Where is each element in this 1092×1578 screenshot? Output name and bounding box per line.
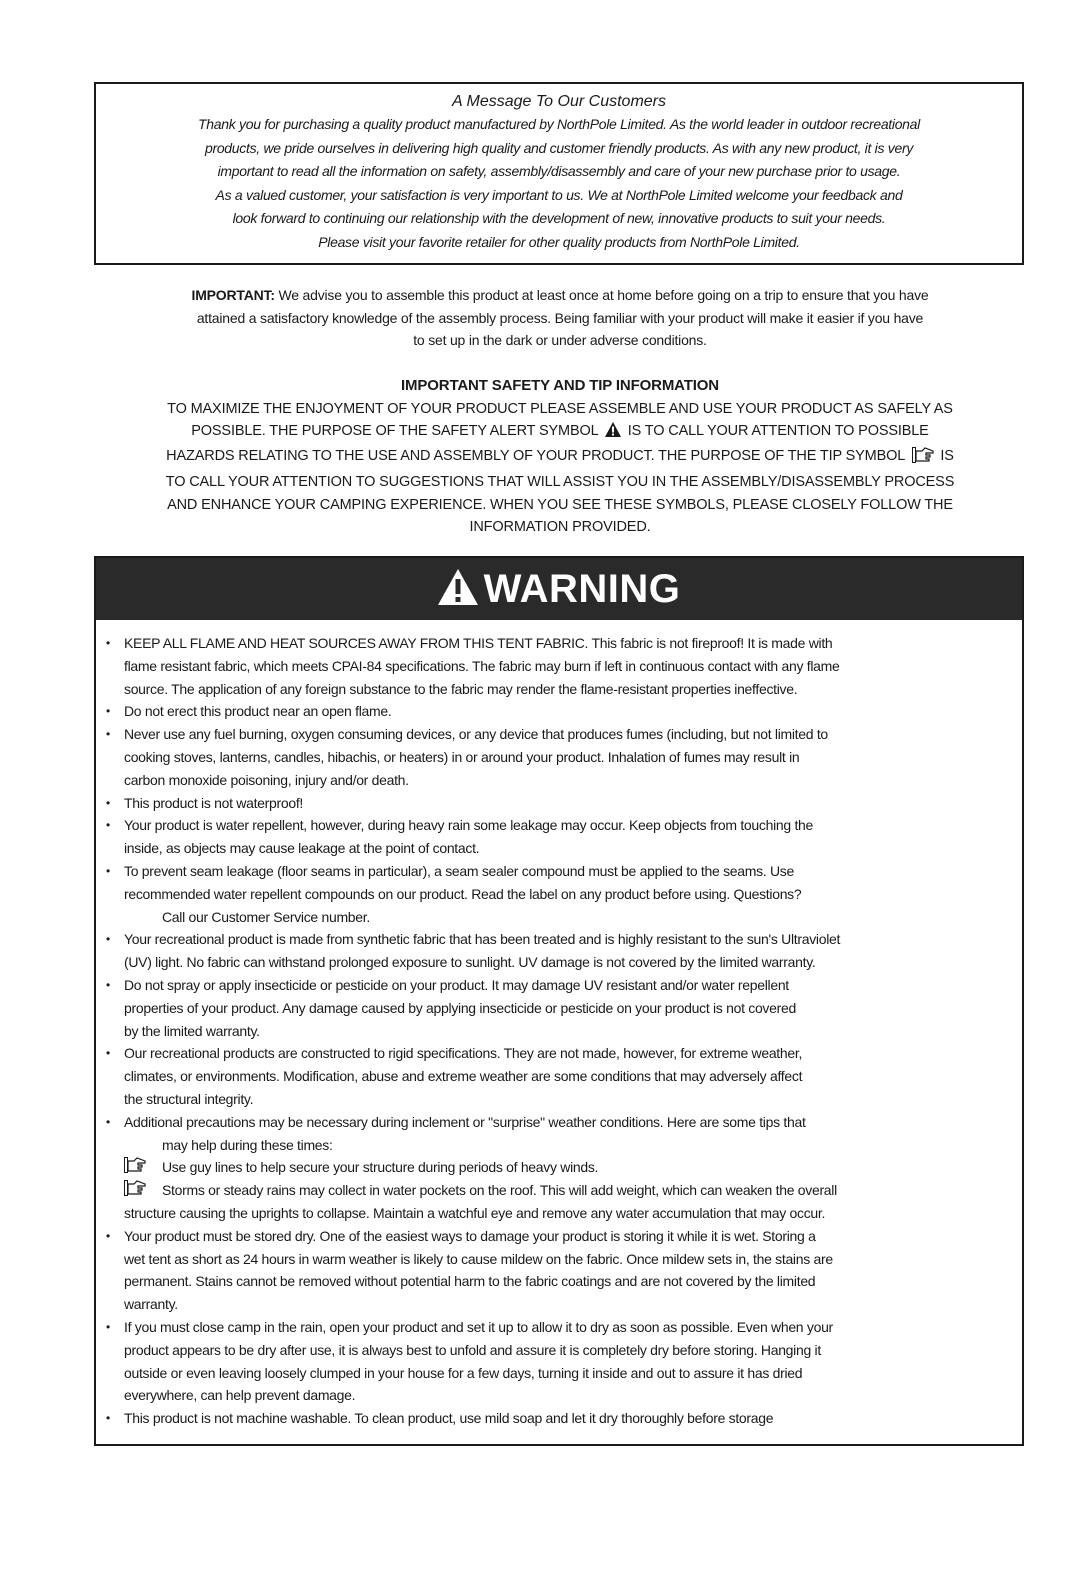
- warning-item: [104, 632, 1014, 700]
- bullet: •: [106, 932, 110, 947]
- warning-box: [94, 556, 1024, 1446]
- warning-item-text: warranty.: [124, 1296, 178, 1313]
- safety-tip-section: [98, 375, 1022, 539]
- warning-item: [104, 814, 1014, 860]
- warning-item-text: flame resistant fabric, which meets CPAI-84 specifications. The fabric may burn if left in continuous contact with any flame: [124, 657, 840, 674]
- pointing-hand-icon: [124, 1157, 146, 1180]
- tip-text: Storms or steady rains may collect in water pockets on the roof. This will add weight, which can weaken the overall: [162, 1182, 837, 1199]
- warning-item-text: outside or even leaving loosely clumped in your house for a few days, turning it inside and out to assure it has dried: [124, 1364, 803, 1381]
- message-line: important to read all the information on safety, assembly/disassembly and care of your new purchase prior to usage.: [217, 163, 901, 179]
- safety-text: IS: [940, 448, 954, 465]
- warning-item-text: Do not spray or apply insecticide or pesticide on your product. It may damage UV resistant and/or water repellent: [124, 976, 789, 993]
- important-text: We advise you to assemble this product at least once at home before going on a trip to ensure that you have: [274, 287, 929, 303]
- warning-item-text: the structural integrity.: [124, 1090, 254, 1107]
- warning-item-text: carbon monoxide poisoning, injury and/or death.: [124, 771, 409, 788]
- message-line: As a valued customer, your satisfaction is very important to us. We at NorthPole Limited welcome your feedback and: [215, 186, 903, 203]
- warning-item-text: inside, as objects may cause leakage at the point of contact.: [124, 840, 480, 857]
- safety-text: AND ENHANCE YOUR CAMPING EXPERIENCE. WHEN YOU SEE THESE SYMBOLS, PLEASE CLOSELY FOLLOW THE: [167, 496, 953, 513]
- tip-item: [104, 1156, 1014, 1179]
- warning-item-text: If you must close camp in the rain, open your product and set it up to allow it to dry as soon as possible. Even when your: [124, 1318, 833, 1335]
- safety-text: POSSIBLE. THE PURPOSE OF THE SAFETY ALERT SYMBOL: [191, 423, 598, 440]
- safety-text: HAZARDS RELATING TO THE USE AND ASSEMBLY OF YOUR PRODUCT. THE PURPOSE OF THE TIP SYMBOL: [166, 448, 905, 465]
- warning-item-text: Do not erect this product near an open flame.: [124, 703, 392, 720]
- warning-list: [104, 632, 1014, 1430]
- alert-triangle-icon: [438, 569, 478, 610]
- bullet: •: [106, 704, 110, 719]
- warning-item-text: Additional precautions may be necessary during inclement or "surprise" weather conditions. Here are some tips that: [124, 1113, 806, 1130]
- tip-item: [104, 1179, 1014, 1225]
- message-line: Please visit your favorite retailer for other quality products from NorthPole Limited.: [318, 233, 800, 250]
- bullet: •: [106, 863, 110, 878]
- bullet: •: [106, 727, 110, 742]
- warning-item: [104, 1316, 1014, 1407]
- warning-item: [104, 792, 1014, 815]
- bullet: •: [106, 1114, 110, 1129]
- message-title: A Message To Our Customers: [451, 93, 666, 110]
- pointing-hand-icon: [912, 447, 934, 471]
- message-line: Thank you for purchasing a quality product manufactured by NorthPole Limited. As the world leader in outdoor recreational: [198, 116, 920, 132]
- message-line: products, we pride ourselves in delivering high quality and customer friendly products. As with any new product, it is very: [204, 139, 914, 156]
- warning-item-text: This product is not machine washable. To clean product, use mild soap and let it dry thoroughly before storage: [124, 1410, 774, 1427]
- warning-item-text: everywhere, can help prevent damage.: [124, 1387, 356, 1404]
- warning-item-text: wet tent as short as 24 hours in warm weather is likely to cause mildew on the fabric. Once mildew sets in, the stains are: [124, 1250, 833, 1267]
- warning-item-text: by the limited warranty.: [124, 1022, 260, 1039]
- pointing-hand-icon: [124, 1180, 146, 1203]
- warning-item: [104, 1042, 1014, 1110]
- message-line: look forward to continuing our relationship with the development of new, innovative products to suit your needs.: [232, 210, 886, 226]
- safety-text: IS TO CALL YOUR ATTENTION TO POSSIBLE: [627, 423, 929, 440]
- warning-title: WARNING: [483, 566, 681, 611]
- bullet: •: [106, 818, 110, 833]
- warning-item-text: climates, or environments. Modification, abuse and extreme weather are some conditions that may adversely affect: [124, 1068, 803, 1085]
- warning-item: [104, 1225, 1014, 1316]
- warning-item-text: KEEP ALL FLAME AND HEAT SOURCES AWAY FROM THIS TENT FABRIC. This fabric is not fireproof! It is made with: [124, 635, 833, 651]
- warning-item: [104, 700, 1014, 723]
- bullet: •: [106, 1411, 110, 1426]
- warning-item-text: cooking stoves, lanterns, candles, hibachis, or heaters) in or around your product. Inhalation of fumes may result in: [124, 748, 800, 765]
- warning-item-text: Your recreational product is made from synthetic fabric that has been treated and is highly resistant to the sun's Ultraviolet: [124, 931, 841, 948]
- warning-item-text: properties of your product. Any damage caused by applying insecticide or pesticide on your product is not covered: [124, 999, 796, 1016]
- warning-item-text: recommended water repellent compounds on our product. Read the label on any product before using. Questions?: [124, 885, 802, 902]
- safety-text: TO MAXIMIZE THE ENJOYMENT OF YOUR PRODUCT PLEASE ASSEMBLE AND USE YOUR PRODUCT AS SAFELY AS: [167, 400, 953, 417]
- important-text: to set up in the dark or under adverse conditions.: [413, 332, 707, 348]
- tip-text: structure causing the uprights to collapse. Maintain a watchful eye and remove any water accumulation that may occur.: [124, 1204, 826, 1221]
- warning-item: [104, 928, 1014, 974]
- warning-item-text: permanent. Stains cannot be removed without potential harm to the fabric coatings and are not covered by the limited: [124, 1273, 816, 1290]
- customer-message-box: [94, 82, 1024, 265]
- bullet: •: [106, 1046, 110, 1061]
- warning-item-text: (UV) light. No fabric can withstand prolonged exposure to sunlight. UV damage is not covered by the limited warranty.: [124, 954, 816, 971]
- warning-item: [104, 1407, 1014, 1430]
- bullet: •: [106, 1228, 110, 1243]
- warning-item-text: source. The application of any foreign substance to the fabric may render the flame-resistant properties ineffective.: [124, 680, 798, 697]
- bullet: •: [106, 977, 110, 992]
- warning-item-text: To prevent seam leakage (floor seams in particular), a seam sealer compound must be applied to the seams. Use: [124, 862, 794, 879]
- warning-item-text: product appears to be dry after use, it is always best to unfold and assure it is completely dry before storing. Hanging it: [124, 1341, 821, 1358]
- alert-triangle-icon: [605, 422, 621, 445]
- safety-text: INFORMATION PROVIDED.: [469, 519, 651, 536]
- warning-item: [104, 974, 1014, 1042]
- warning-item-text: Call our Customer Service number.: [162, 908, 370, 925]
- warning-item: [104, 860, 1014, 928]
- warning-item: [104, 1111, 1014, 1157]
- warning-item-text: Your product is water repellent, however, during heavy rain some leakage may occur. Keep objects from touching the: [124, 817, 814, 834]
- important-notice: [98, 284, 1022, 352]
- important-label: IMPORTANT:: [191, 287, 275, 303]
- warning-item-text: Your product must be stored dry. One of the easiest ways to damage your product is storing it while it is wet. Storing a: [124, 1227, 816, 1244]
- warning-item-text: This product is not waterproof!: [124, 794, 304, 811]
- bullet: •: [106, 795, 110, 810]
- warning-item-text: Never use any fuel burning, oxygen consuming devices, or any device that produces fumes (including, but not limited to: [124, 726, 828, 743]
- warning-item-text: Our recreational products are constructed to rigid specifications. They are not made, however, for extreme weather,: [124, 1045, 803, 1062]
- important-text: attained a satisfactory knowledge of the assembly process. Being familiar with your product will make it easier if you have: [196, 309, 924, 326]
- bullet: •: [106, 1319, 110, 1334]
- warning-banner: [96, 558, 1022, 620]
- safety-text: TO CALL YOUR ATTENTION TO SUGGESTIONS THAT WILL ASSIST YOU IN THE ASSEMBLY/DISASSEMBLY PROCESS: [165, 473, 955, 490]
- tip-text: Use guy lines to help secure your structure during periods of heavy winds.: [162, 1159, 599, 1176]
- warning-item: [104, 723, 1014, 791]
- warning-item-text: may help during these times:: [162, 1136, 333, 1153]
- safety-section-title: IMPORTANT SAFETY AND TIP INFORMATION: [401, 377, 719, 394]
- bullet: •: [106, 636, 110, 650]
